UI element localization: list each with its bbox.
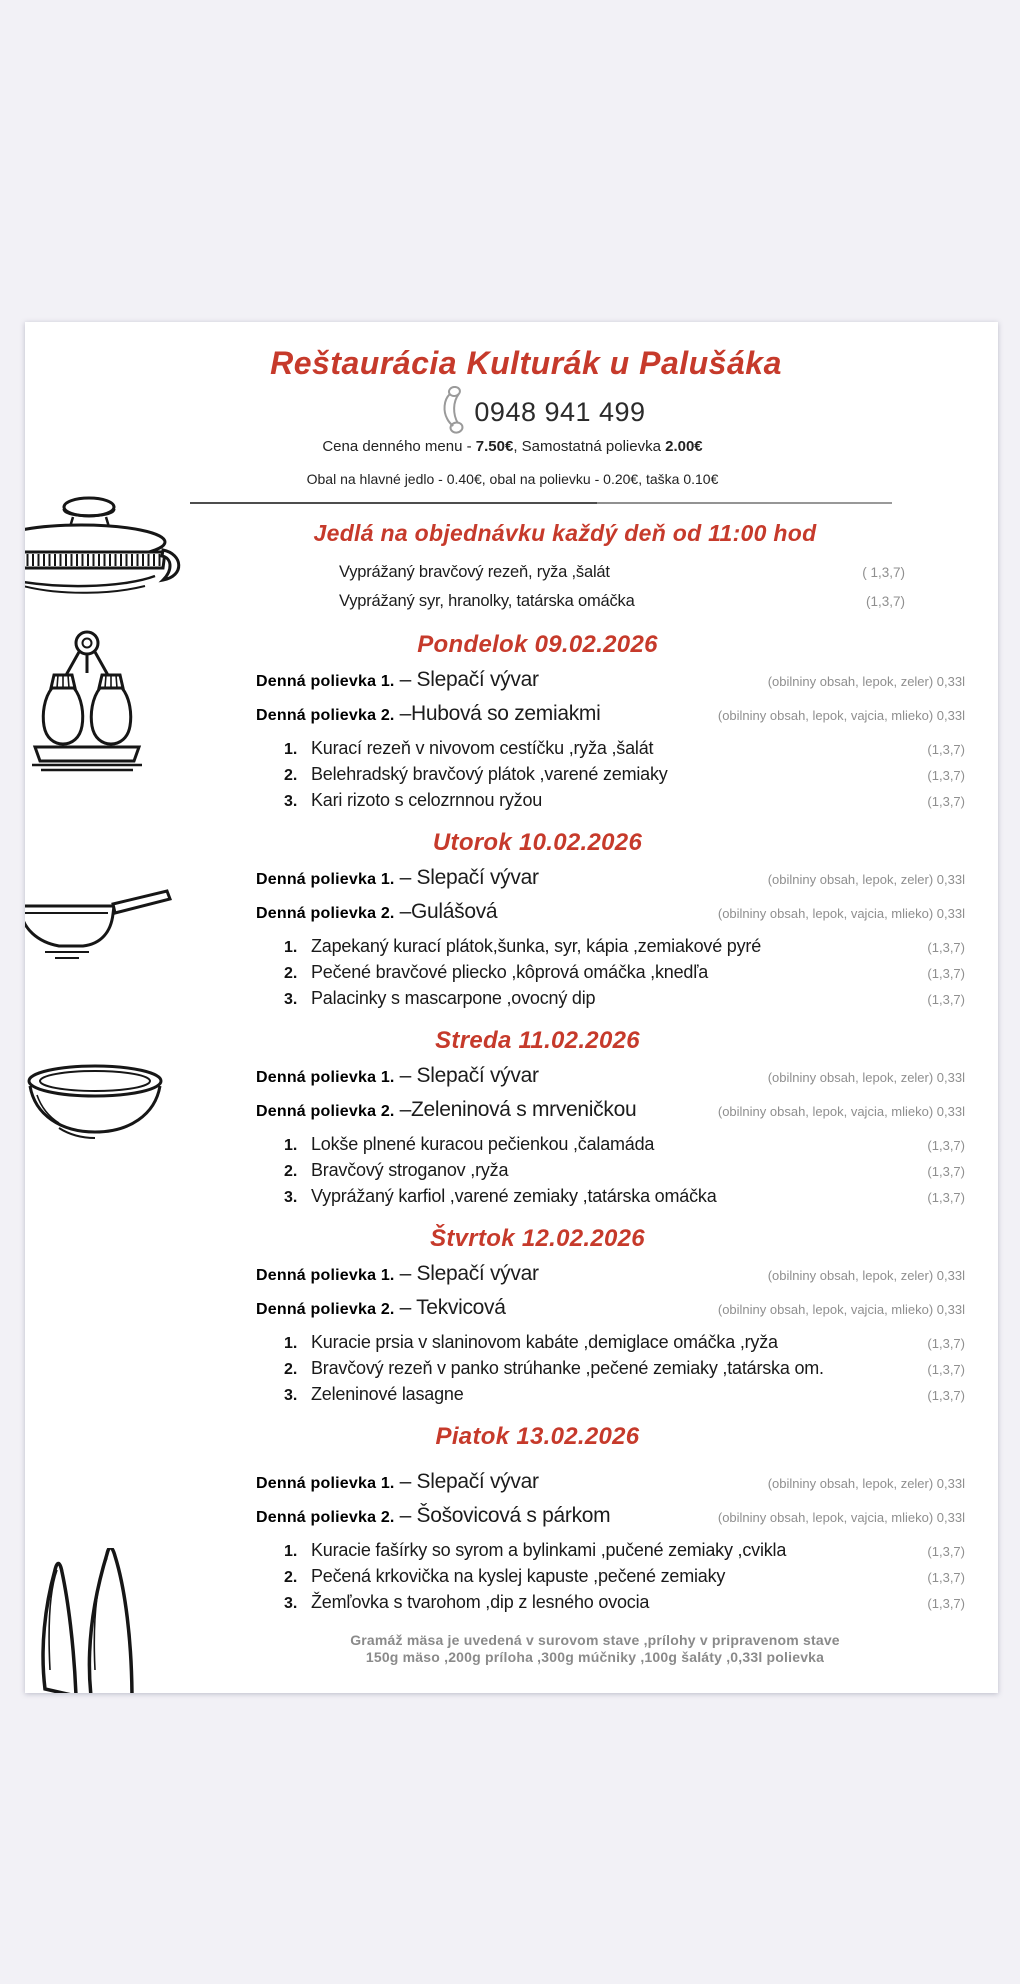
meal-number: 3. [284,1387,298,1404]
day-heading: Piatok 13.02.2026 [435,1423,640,1450]
soup-label: Denná polievka 2. [256,1103,395,1120]
allergen-note: (obilniny obsah, lepok, vajcia, mlieko) 0,33l [717,1510,965,1525]
meal-row [180,1330,965,1356]
meal-name: Pečené bravčové pliecko ,kôprová omáčka ,knedľa [311,962,709,982]
allergen-note: (obilniny obsah, lepok, zeler) 0,33l [767,1070,965,1085]
meal-name: Žemľovka s tvarohom ,dip z lesného ovocia [311,1592,650,1612]
soup-bowl-icon [25,1057,168,1149]
meal-list [180,1132,965,1210]
phone-icon [439,386,465,439]
meal-number: 2. [284,965,298,982]
meal-list [180,934,965,1012]
allergen-note: (1,3,7) [927,1362,965,1377]
day-heading: Štvrtok 12.02.2026 [430,1225,645,1252]
day-section-thursday [180,1224,965,1408]
meal-name: Kuracie prsia v slaninovom kabáte ,demiglace omáčka ,ryža [311,1332,778,1352]
kitchen-knives-icon [25,1548,150,1693]
soup-label: Denná polievka 1. [256,1267,395,1284]
meal-number: 1. [284,939,298,956]
soup-row [180,1470,965,1494]
soup-name: – Slepačí vývar [399,866,539,889]
allergen-note: (obilniny obsah, lepok, vajcia, mlieko) 0,33l [717,708,965,723]
allergen-note: ( 1,3,7) [862,565,905,580]
order-item-name: Vyprážaný syr, hranolky, tatárska omáčka [339,592,635,610]
meal-name: Bravčový rezeň v panko strúhanke ,pečené zemiaky ,tatárska om. [311,1358,824,1378]
soup-row [180,866,965,890]
price-text: , Samostatná polievka [513,438,666,455]
day-section-monday [180,630,965,814]
menu-content [180,322,965,1666]
footer-note-line1: Gramáž mäsa je uvedená v surovom stave ,prílohy v pripravenom stave [350,1632,840,1648]
soup-price-value: 2.00€ [665,438,703,455]
day-section-wednesday [180,1026,965,1210]
allergen-note: (1,3,7) [927,1138,965,1153]
meal-number: 2. [284,1361,298,1378]
meal-row [180,762,965,788]
soup-name: – Tekvicová [399,1296,506,1319]
allergen-note: (1,3,7) [927,1544,965,1559]
allergen-note: (obilniny obsah, lepok, zeler) 0,33l [767,1268,965,1283]
price-text: Cena denného menu - [322,438,476,455]
menu-price-value: 7.50€ [475,438,514,455]
allergen-note: (obilniny obsah, lepok, vajcia, mlieko) 0,33l [717,1302,965,1317]
order-items [180,558,965,616]
meal-row [180,960,965,986]
meal-name: Zeleninové lasagne [311,1384,464,1404]
meal-row [180,1356,965,1382]
phone-number: 0948 941 499 [474,396,646,427]
menu-price-line [180,436,965,458]
menu-page [25,322,998,1693]
soup-label: Denná polievka 1. [256,673,395,690]
soup-label: Denná polievka 1. [256,1069,395,1086]
soup-row [180,1064,965,1088]
meal-number: 3. [284,1595,298,1612]
meal-name: Kari rizoto s celozrnnou ryžou [311,790,543,810]
allergen-note: (obilniny obsah, lepok, vajcia, mlieko) 0,33l [717,906,965,921]
soup-row [180,1296,965,1320]
soup-name: –Hubová so zemiakmi [399,702,601,725]
meal-name: Bravčový stroganov ,ryža [311,1160,509,1180]
allergen-note: (1,3,7) [927,940,965,955]
soup-name: – Slepačí vývar [399,1262,539,1285]
meal-name: Kuracie fašírky so syrom a bylinkami ,pučené zemiaky ,cvikla [311,1540,787,1560]
meal-number: 1. [284,741,298,758]
meal-row [180,986,965,1012]
allergen-note: (1,3,7) [927,1596,965,1611]
soup-label: Denná polievka 1. [256,1475,395,1492]
meal-number: 3. [284,991,298,1008]
meal-name: Kurací rezeň v nivovom cestíčku ,ryža ,šalát [311,738,654,758]
allergen-note: (1,3,7) [927,1336,965,1351]
allergen-note: (obilniny obsah, lepok, zeler) 0,33l [767,674,965,689]
soup-name: –Gulášová [399,900,498,923]
meal-row [180,1158,965,1184]
meal-row [180,1382,965,1408]
soup-label: Denná polievka 2. [256,1301,395,1318]
day-heading: Pondelok 09.02.2026 [417,631,658,658]
day-heading: Utorok 10.02.2026 [432,829,643,856]
soup-name: – Slepačí vývar [399,1064,539,1087]
meal-row [180,1590,965,1616]
meal-row [180,1184,965,1210]
meal-number: 3. [284,793,298,810]
soup-row [180,900,965,924]
soup-name: –Zeleninová s mrveničkou [399,1098,637,1121]
soup-row [180,1098,965,1122]
meal-name: Lokše plnené kuracou pečienkou ,čalamáda [311,1134,655,1154]
footer-note-line2: 150g mäso ,200g príloha ,300g múčniky ,100g šaláty ,0,33l polievka [365,1649,825,1665]
meal-list [180,1538,965,1616]
allergen-note: (obilniny obsah, lepok, zeler) 0,33l [767,1476,965,1491]
allergen-note: (1,3,7) [927,966,965,981]
meal-name: Belehradský bravčový plátok ,varené zemiaky [311,764,668,784]
divider-line [190,502,892,504]
meal-name: Zapekaný kurací plátok,šunka, syr, kápia ,zemiakové pyré [311,936,762,956]
meal-number: 3. [284,1189,298,1206]
meal-name: Palacinky s mascarpone ,ovocný dip [311,988,596,1008]
allergen-note: (1,3,7) [927,1570,965,1585]
allergen-note: (1,3,7) [927,1164,965,1179]
meal-number: 1. [284,1335,298,1352]
allergen-note: (1,3,7) [927,768,965,783]
order-section-heading: Jedlá na objednávku každý deň od 11:00 hod [313,520,817,546]
meal-row [180,1564,965,1590]
soup-label: Denná polievka 2. [256,1509,395,1526]
allergen-note: (1,3,7) [865,594,905,609]
meal-name: Pečená krkovička na kyslej kapuste ,pečené zemiaky [311,1566,726,1586]
allergen-note: (1,3,7) [927,1190,965,1205]
meal-number: 2. [284,767,298,784]
meal-number: 1. [284,1137,298,1154]
cooking-pot-icon [25,494,188,606]
allergen-note: (1,3,7) [927,794,965,809]
soup-label: Denná polievka 2. [256,905,395,922]
day-section-friday [180,1422,965,1616]
soup-row [180,1504,965,1528]
phone-row [180,388,965,436]
salt-pepper-shakers-icon [27,627,147,792]
soup-label: Denná polievka 2. [256,707,395,724]
meal-number: 2. [284,1163,298,1180]
allergen-note: (1,3,7) [927,1388,965,1403]
order-item-name: Vyprážaný bravčový rezeň, ryža ,šalát [339,563,610,581]
soup-name: – Slepačí vývar [399,1470,539,1493]
meal-list [180,1330,965,1408]
day-section-tuesday [180,828,965,1012]
meal-row [180,1538,965,1564]
restaurant-title: Reštaurácia Kulturák u Palušáka [270,345,782,381]
meal-list [180,736,965,814]
meal-row [180,736,965,762]
order-item [339,587,905,616]
packaging-price-line: Obal na hlavné jedlo - 0.40€, obal na polievku - 0.20€, taška 0.10€ [306,471,719,487]
meal-number: 1. [284,1543,298,1560]
soup-label: Denná polievka 1. [256,871,395,888]
meal-row [180,788,965,814]
order-item [339,558,905,587]
allergen-note: (1,3,7) [927,742,965,757]
allergen-note: (obilniny obsah, lepok, vajcia, mlieko) 0,33l [717,1104,965,1119]
meal-row [180,1132,965,1158]
meal-number: 2. [284,1569,298,1586]
allergen-note: (1,3,7) [927,992,965,1007]
meal-name: Vyprážaný karfiol ,varené zemiaky ,tatárska omáčka [311,1186,717,1206]
soup-row [180,702,965,726]
frying-pan-icon [25,882,177,967]
day-heading: Streda 11.02.2026 [435,1027,640,1054]
soup-name: – Slepačí vývar [399,668,539,691]
soup-row [180,1262,965,1286]
soup-name: – Šošovicová s párkom [399,1504,611,1527]
allergen-note: (obilniny obsah, lepok, zeler) 0,33l [767,872,965,887]
meal-row [180,934,965,960]
menu-footer [180,1632,965,1666]
soup-row [180,668,965,692]
